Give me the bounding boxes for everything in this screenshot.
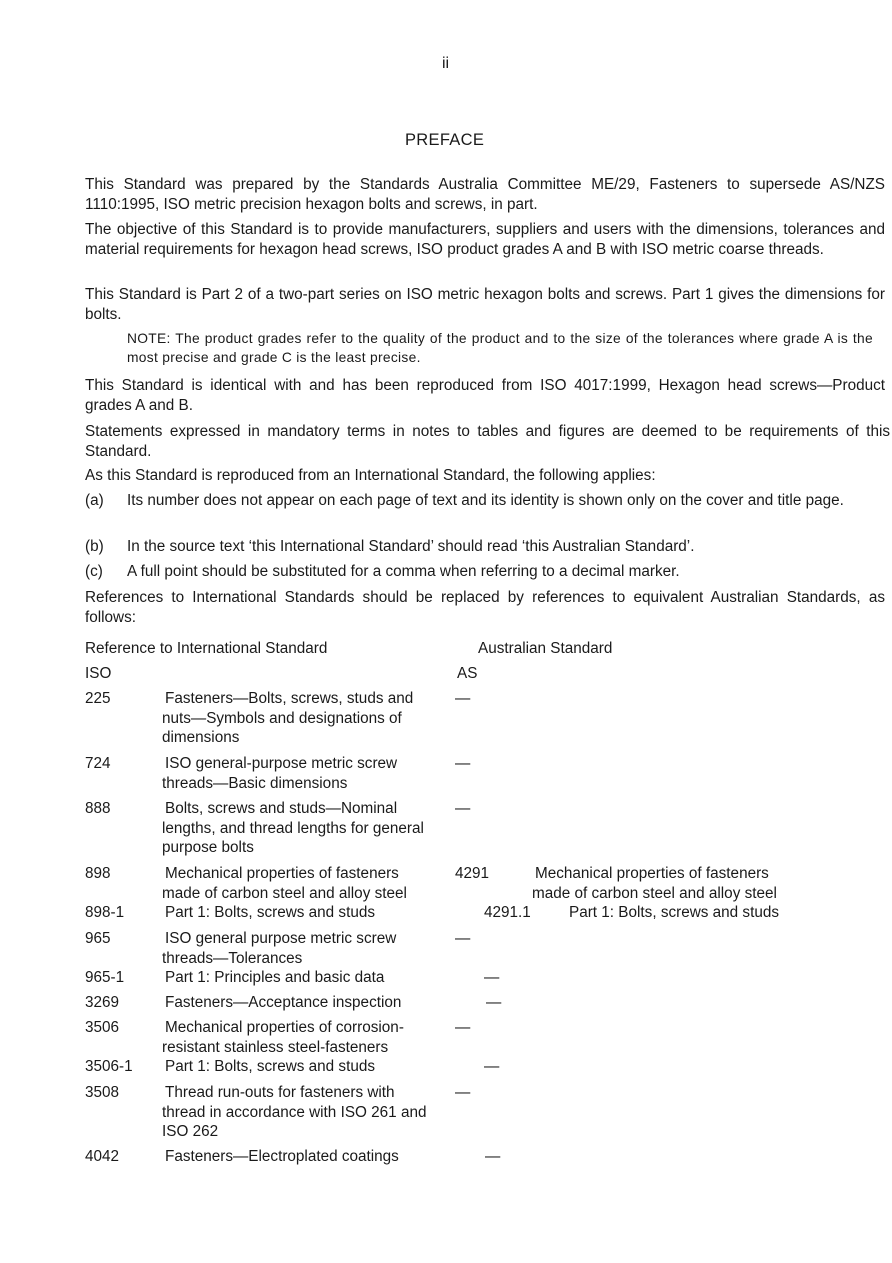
- list-item-text: A full point should be substituted for a comma when referring to a decimal marker.: [127, 563, 680, 580]
- iso-title: [162, 754, 462, 793]
- iso-title-line: threads—Basic dimensions: [162, 774, 348, 792]
- as-number: —: [455, 930, 471, 947]
- iso-number: 965-1: [85, 969, 125, 986]
- iso-title-line: Fasteners—Acceptance inspection: [165, 994, 402, 1011]
- as-title-line: made of carbon steel and alloy steel: [532, 884, 777, 902]
- note-product-grades: NOTE: The product grades refer to the quality of the product and to the size of the tolerances where grade A is the most precise and grade C is the least precise.: [127, 331, 873, 365]
- as-number: —: [485, 1148, 501, 1165]
- iso-title: [162, 903, 462, 923]
- list-item-label: (a): [85, 492, 104, 509]
- paragraph-references: References to International Standards should be replaced by references to equivalent Australian Standards, as follows:: [85, 589, 885, 626]
- iso-title-line: Fasteners—Electroplated coatings: [165, 1148, 399, 1165]
- iso-title-line: dimensions: [162, 729, 240, 746]
- iso-title: [162, 1057, 462, 1077]
- iso-title-line: purpose bolts: [162, 839, 254, 856]
- iso-title: [162, 1083, 462, 1142]
- iso-title-line: Fasteners—Bolts, screws, studs and: [165, 690, 414, 707]
- as-title: [566, 903, 851, 923]
- iso-title-line: ISO general-purpose metric screw: [165, 755, 398, 772]
- paragraph-committee: This Standard was prepared by the Standards Australia Committee ME/29, Fasteners to supersede AS/NZS 1110:1995, ISO metric precision hexagon bolts and screws, in part.: [85, 176, 885, 213]
- iso-number: 3269: [85, 994, 120, 1011]
- iso-title: [162, 689, 462, 748]
- as-number: —: [486, 994, 502, 1011]
- iso-title-line: Part 1: Bolts, screws and studs: [165, 904, 375, 921]
- paragraph-objective: The objective of this Standard is to provide manufacturers, suppliers and users with the dimensions, tolerances and material requirements for hexagon head screws, ISO product grades A and B with ISO metric coarse threads.: [85, 221, 885, 258]
- iso-title-line: made of carbon steel and alloy steel: [162, 884, 407, 902]
- as-number: 4291: [455, 865, 490, 882]
- list-item-text: Its number does not appear on each page of text and its identity is shown only on the cover and title page.: [127, 492, 844, 509]
- iso-title-line: ISO general purpose metric screw: [165, 930, 397, 947]
- iso-title-line: Thread run-outs for fasteners with: [165, 1084, 395, 1101]
- as-number: —: [484, 1058, 500, 1075]
- as-title-line: Mechanical properties of fasteners: [535, 865, 769, 882]
- iso-title-line: ISO 262: [162, 1123, 219, 1140]
- list-item: [85, 537, 880, 557]
- iso-number: 965: [85, 930, 111, 947]
- iso-title: [162, 1147, 462, 1167]
- as-title-line: Part 1: Bolts, screws and studs: [569, 904, 779, 921]
- iso-title-line: Mechanical properties of fasteners: [165, 865, 399, 882]
- list-item: [85, 491, 880, 511]
- iso-title-line: thread in accordance with ISO 261 and: [162, 1103, 427, 1121]
- as-number: —: [455, 1019, 471, 1036]
- iso-title-line: threads—Tolerances: [162, 949, 303, 967]
- list-item-label: (b): [85, 538, 104, 555]
- iso-title-line: nuts—Symbols and designations of: [162, 709, 402, 727]
- list-item: [85, 562, 880, 582]
- paragraph-identical: This Standard is identical with and has been reproduced from ISO 4017:1999, Hexagon head screws—Product grades A and B.: [85, 377, 885, 414]
- header-iso: ISO: [85, 665, 112, 682]
- iso-number: 3506-1: [85, 1058, 133, 1075]
- header-as: AS: [457, 665, 478, 682]
- iso-title: [162, 968, 462, 988]
- paragraph-applies: As this Standard is reproduced from an International Standard, the following applies:: [85, 467, 656, 484]
- list-item-label: (c): [85, 563, 103, 580]
- iso-number: 898: [85, 865, 111, 882]
- as-number: —: [484, 969, 500, 986]
- preface-title: PREFACE: [405, 131, 485, 149]
- header-australian-standard: Australian Standard: [478, 640, 613, 657]
- iso-number: 4042: [85, 1148, 120, 1165]
- iso-title-line: resistant stainless steel-fasteners: [162, 1038, 389, 1056]
- iso-title-line: Bolts, screws and studs—Nominal: [165, 800, 398, 817]
- iso-number: 3506: [85, 1019, 120, 1036]
- paragraph-mandatory: Statements expressed in mandatory terms in notes to tables and figures are deemed to be requirements of this Standard.: [85, 423, 890, 460]
- list-item-text: In the source text ‘this International Standard’ should read ‘this Australian Standard’.: [127, 538, 695, 555]
- iso-number: 888: [85, 800, 111, 817]
- iso-title: [162, 993, 462, 1013]
- iso-title-line: Part 1: Bolts, screws and studs: [165, 1058, 375, 1075]
- iso-number: 724: [85, 755, 111, 772]
- iso-title-line: lengths, and thread lengths for general: [162, 819, 424, 837]
- iso-title-line: Mechanical properties of corrosion-: [165, 1019, 404, 1036]
- iso-number: 3508: [85, 1084, 120, 1101]
- iso-title: [162, 1018, 462, 1057]
- paragraph-series: This Standard is Part 2 of a two-part series on ISO metric hexagon bolts and screws. Part 1 gives the dimensions for bolts.: [85, 286, 885, 323]
- as-number: —: [455, 755, 471, 772]
- header-reference-international: Reference to International Standard: [85, 640, 328, 657]
- as-title: [532, 864, 817, 903]
- page-number: ii: [442, 55, 450, 72]
- iso-number: 898-1: [85, 904, 125, 921]
- iso-title-line: Part 1: Principles and basic data: [165, 969, 385, 986]
- iso-title: [162, 864, 462, 903]
- as-number: —: [455, 1084, 471, 1101]
- iso-title: [162, 929, 462, 968]
- as-number: —: [455, 690, 471, 707]
- iso-number: 225: [85, 690, 111, 707]
- iso-title: [162, 799, 462, 858]
- as-number: —: [455, 800, 471, 817]
- as-number: 4291.1: [484, 904, 531, 921]
